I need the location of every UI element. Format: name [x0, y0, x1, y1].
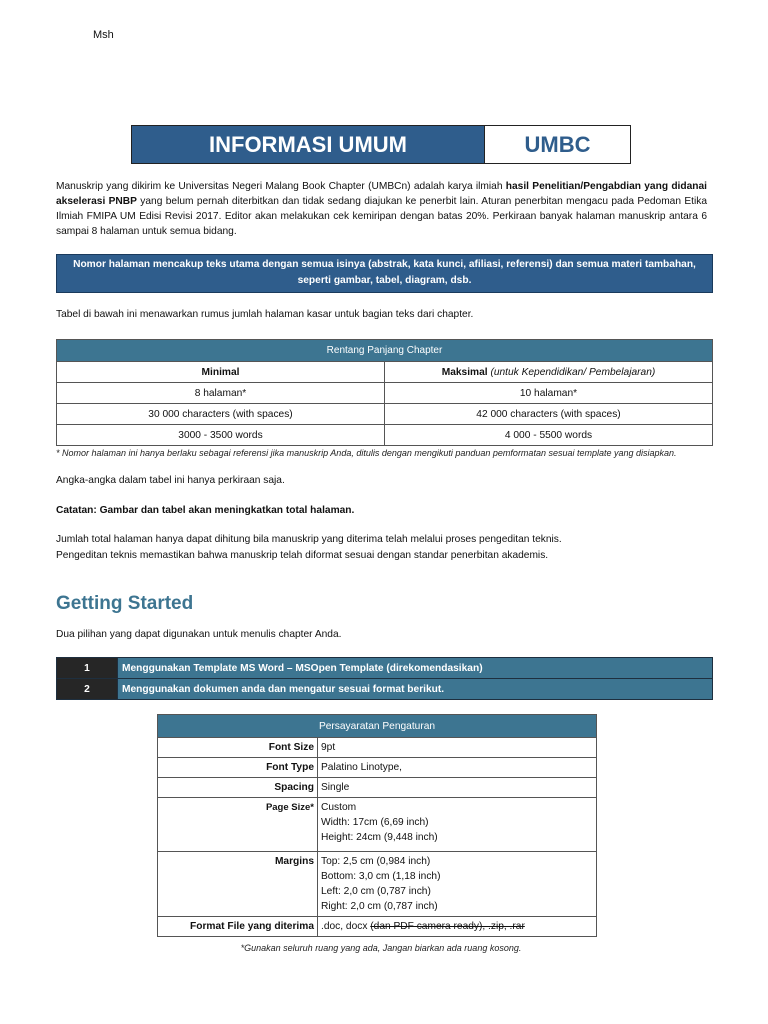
bottom-note: *Gunakan seluruh ruang yang ada, Jangan biarkan ada ruang kosong. [240, 943, 522, 953]
chapter-range-table [56, 339, 713, 446]
range-table-caption: Rentang Panjang Chapter [57, 340, 713, 362]
intro-paragraph [56, 179, 707, 239]
col-header-max: Maksimal (untuk Kependidikan/ Pembelajaran) [385, 362, 713, 383]
font-size-value: 9pt [318, 738, 597, 758]
option-text: Menggunakan Template MS Word – MSOpen Template (direkomendasikan) [118, 658, 713, 679]
banner-tag: UMBC [485, 126, 630, 163]
col-header-min: Minimal [57, 362, 385, 383]
font-size-label: Font Size [158, 738, 318, 758]
getting-started-subtitle: Dua pilihan yang dapat digunakan untuk menulis chapter Anda. [56, 629, 342, 640]
total-pages-text-2: Pengeditan teknis memastikan bahwa manuskrip telah diformat sesuai dengan standar penerbitan akademis. [56, 550, 549, 561]
option-row [57, 658, 713, 679]
intro-text-post: yang belum pernah diterbitkan dan tidak sedang diajukan ke penerbit lain. Aturan penerbitan mengacu pada Pedoman Etika Ilmiah FMIPA UM Edisi Revisi 2017. Editor akan melakukan cek kemiripan dengan batas 20%. Perkiraan banyak halaman manuskrip antara 6 sampai 8 halaman untuk semua bidang. [56, 196, 708, 237]
cell-max: 10 halaman* [385, 383, 713, 404]
format-label: Format File yang diterima [158, 917, 318, 937]
options-table [56, 657, 713, 700]
total-pages-text-1: Jumlah total halaman hanya dapat dihitung bila manuskrip yang diterima telah melalui proses pengeditan teknis. [56, 534, 562, 545]
settings-caption: Persayaratan Pengaturan [158, 715, 597, 738]
option-row [57, 679, 713, 700]
banner-title: INFORMASI UMUM [132, 126, 485, 163]
table-row [158, 738, 597, 758]
table-row [158, 852, 597, 917]
margins-label: Margins [158, 852, 318, 917]
page-number-note: Nomor halaman mencakup teks utama dengan semua isinya (abstrak, kata kunci, afiliasi, referensi) dan semua materi tambahan, seperti gambar, tabel, diagram, dsb. [56, 254, 713, 293]
font-type-value: Palatino Linotype, [318, 758, 597, 778]
cell-max: 42 000 characters (with spaces) [385, 404, 713, 425]
table-row [57, 404, 713, 425]
format-value: .doc, docx (dan PDF camera ready), .zip, .rar [318, 917, 597, 937]
approx-text: Angka-angka dalam tabel ini hanya perkiraan saja. [56, 475, 285, 486]
table-row [57, 383, 713, 404]
title-banner [131, 125, 631, 164]
table-row [158, 778, 597, 798]
option-text: Menggunakan dokumen anda dan mengatur sesuai format berikut. [118, 679, 713, 700]
table-row [158, 798, 597, 852]
cell-max: 4 000 - 5500 words [385, 425, 713, 446]
page-size-value: Custom Width: 17cm (6,69 inch) Height: 24cm (9,448 inch) [318, 798, 597, 852]
intro-text-pre: Manuskrip yang dikirim ke Universitas Negeri Malang Book Chapter (UMBCn) adalah karya ilmiah [56, 181, 506, 192]
spacing-value: Single [318, 778, 597, 798]
table-row [57, 425, 713, 446]
settings-table [157, 714, 597, 937]
table-intro-text: Tabel di bawah ini menawarkan rumus jumlah halaman kasar untuk bagian teks dari chapter. [56, 309, 474, 320]
option-number: 1 [57, 658, 118, 679]
page-size-label: Page Size* [158, 798, 318, 852]
font-type-label: Font Type [158, 758, 318, 778]
getting-started-heading: Getting Started [56, 593, 194, 614]
table-footnote: * Nomor halaman ini hanya berlaku sebagai referensi jika manuskrip Anda, ditulis dengan mengikuti panduan pemformatan sesuai template yang disiapkan. [56, 448, 677, 458]
page-header: Msh [93, 29, 114, 41]
margins-value: Top: 2,5 cm (0,984 inch) Bottom: 3,0 cm (1,18 inch) Left: 2,0 cm (0,787 inch) Right: 2,0 cm (0,787 inch) [318, 852, 597, 917]
cell-min: 30 000 characters (with spaces) [57, 404, 385, 425]
table-row [158, 758, 597, 778]
spacing-label: Spacing [158, 778, 318, 798]
intro-text-bold: hasil Penelitian/Pengabdian yang didanai akselerasi PNBP [56, 181, 707, 207]
option-number: 2 [57, 679, 118, 700]
cell-min: 8 halaman* [57, 383, 385, 404]
catatan-text: Catatan: Gambar dan tabel akan meningkatkan total halaman. [56, 505, 355, 516]
cell-min: 3000 - 3500 words [57, 425, 385, 446]
table-row [158, 917, 597, 937]
format-struck-text: (dan PDF camera ready), .zip, .rar [370, 921, 525, 932]
